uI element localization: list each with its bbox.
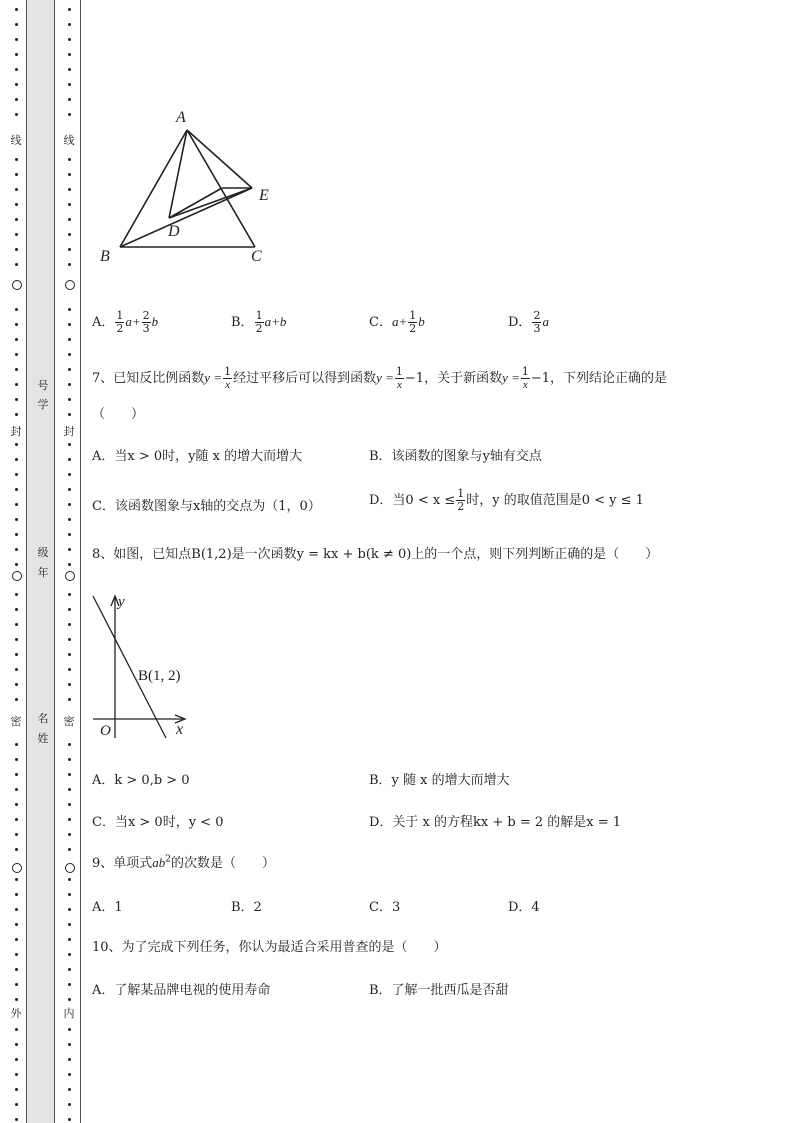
gutter-dot [15,263,18,266]
gutter-dot [15,1073,18,1076]
gutter-dot [68,878,71,881]
gutter-dot [15,548,18,551]
gutter-dot [68,503,71,506]
gutter-dot [15,503,18,506]
label-c: C [251,248,262,265]
gutter-dot [15,533,18,536]
q9-option-b[interactable]: B．2 [231,900,262,915]
gutter-dot [15,473,18,476]
field-hao: 号 [37,379,49,392]
gutter-inner-border [80,0,81,1123]
gutter-dot [15,1088,18,1091]
gutter-dot [15,698,18,701]
gutter-dot [68,923,71,926]
q6-option-b[interactable]: B． $\frac{1}{2}$ a+b [231,309,287,335]
gutter-dot [15,923,18,926]
field-xing: 姓 [37,732,49,745]
gutter-dot [68,338,71,341]
gutter-dot [15,983,18,986]
gutter-dot [68,473,71,476]
gutter-dot [68,398,71,401]
gutter-dot [68,173,71,176]
gutter-dot [15,8,18,11]
gutter-dot [15,1058,18,1061]
gutter-dot [68,698,71,701]
gutter-dot [68,113,71,116]
gutter-dot [68,383,71,386]
gutter-dot [15,68,18,71]
gutter-dot [15,758,18,761]
gutter-dot [68,608,71,611]
gutter-strip [26,0,55,1123]
gutter-dot [68,1028,71,1031]
gutter-dot [15,803,18,806]
gutter-circle [12,280,22,290]
q8-option-d[interactable]: D．关于 x 的方程kx + b = 2 的解是x = 1 [369,815,622,830]
gutter-dot [15,173,18,176]
gutter-circle [65,571,75,581]
gutter-dot [15,353,18,356]
graph-point-label: B(1, 2) [138,668,181,684]
gutter-dot [68,1073,71,1076]
gutter-dot [15,653,18,656]
label-e: E [259,187,269,204]
gutter-dot [15,623,18,626]
gutter-dot [68,413,71,416]
gutter-dot [68,833,71,836]
graph-y-label: y [118,594,125,610]
gutter-dot [68,353,71,356]
gutter-dot [68,218,71,221]
gutter-dot [15,53,18,56]
gutter-dot [15,848,18,851]
field-ming: 名 [37,712,49,725]
gutter-dot [68,368,71,371]
gutter-dot [68,938,71,941]
gutter-dot [68,1058,71,1061]
q8-option-c[interactable]: C．当x > 0时，y < 0 [92,815,224,830]
gutter-dot [68,1118,71,1121]
q9-option-c[interactable]: C．3 [369,900,401,915]
gutter-dot [68,968,71,971]
gutter-dot [68,758,71,761]
inner-mark-mi: 密 [63,715,75,728]
field-nian: 年 [37,566,49,579]
gutter-dot [15,368,18,371]
q7-stem: 7、已知反比例函数y = $\frac{1}{x}$ 经过平移后可以得到函数y = $\frac{1}{x}$ −1，关于新函数y = $\frac{1}{x}$ −1，下列结论正确的是 [92,365,668,391]
gutter-dot [15,338,18,341]
gutter-dot [15,203,18,206]
gutter-dot [15,683,18,686]
field-ji: 级 [37,546,49,559]
gutter-dot [68,458,71,461]
gutter-dot [68,953,71,956]
gutter-dot [15,833,18,836]
field-xue: 学 [37,398,49,411]
gutter-dot [15,413,18,416]
gutter-dot [68,803,71,806]
q10-option-b[interactable]: B．了解一批西瓜是否甜 [369,983,509,998]
gutter-dot [68,188,71,191]
q10-stem: 10、为了完成下列任务，你认为最适合采用普查的是（ ） [92,940,447,955]
gutter-dot [15,488,18,491]
segment-ae [187,130,252,188]
gutter-dot [68,683,71,686]
gutter-dot [68,263,71,266]
gutter-dot [15,818,18,821]
gutter-dot [68,593,71,596]
q8-option-a[interactable]: A．k > 0,b > 0 [92,773,190,788]
gutter-dot [68,908,71,911]
outer-mark-wai: 外 [10,1007,22,1020]
gutter-dot [68,623,71,626]
gutter-circle [12,863,22,873]
segment-ad [169,130,187,218]
q8-stem: 8、如图，已知点B(1,2)是一次函数y = kx + b(k ≠ 0)上的一个点，则下列判断正确的是（ ） [92,547,659,562]
gutter-dot [68,1103,71,1106]
gutter-dot [68,203,71,206]
inner-mark-xian: 线 [63,134,75,147]
q7-answer-paren: （ ） [92,407,145,422]
outer-mark-xian: 线 [10,134,22,147]
gutter-dot [68,158,71,161]
gutter-dot [15,218,18,221]
gutter-dot [15,518,18,521]
gutter-dot [15,938,18,941]
gutter-dot [68,83,71,86]
gutter-dot [68,668,71,671]
gutter-dot [15,113,18,116]
gutter-dot [68,548,71,551]
gutter-dot [15,998,18,1001]
gutter-dot [68,563,71,566]
gutter-dot [68,98,71,101]
q9-option-d[interactable]: D．4 [508,900,540,915]
gutter-circle [12,571,22,581]
gutter-dot [15,788,18,791]
gutter-dot [68,998,71,1001]
gutter-dot [15,878,18,881]
gutter-dot [68,893,71,896]
q6-option-a[interactable]: A． $\frac{1}{2}$ a+ $\frac{2}{3}$ b [92,309,159,335]
gutter-dot [15,443,18,446]
q10-option-a[interactable]: A．了解某品牌电视的使用寿命 [92,983,271,998]
gutter-dot [68,518,71,521]
label-b: B [100,248,110,265]
gutter-dot [15,908,18,911]
segment-de [169,188,252,218]
gutter-circle [65,280,75,290]
gutter-dot [15,308,18,311]
gutter-dot [68,248,71,251]
gutter-dot [68,638,71,641]
q7-option-d[interactable]: D．当0 < x ≤ $\frac{1}{2}$ 时，y 的取值范围是0 < y ≤ 1 [369,487,644,513]
function-line [93,596,166,738]
q9-option-a[interactable]: A．1 [92,900,123,915]
gutter-circle [65,863,75,873]
gutter-dot [15,1103,18,1106]
q8-option-b[interactable]: B．y 随 x 的增大而增大 [369,773,510,788]
label-d: D [168,223,180,240]
gutter-dot [68,38,71,41]
inner-mark-feng: 封 [63,425,75,438]
gutter-dot [68,323,71,326]
gutter-dot [15,773,18,776]
q6-option-c[interactable]: C．a+ $\frac{1}{2}$ b [369,309,425,335]
gutter-dot [15,23,18,26]
q7-option-b[interactable]: B．该函数的图象与y轴有交点 [369,449,542,464]
gutter-dot [68,533,71,536]
gutter-dot [15,383,18,386]
gutter-dot [68,488,71,491]
gutter-dot [68,743,71,746]
outer-mark-feng: 封 [10,425,22,438]
gutter-dot [15,1118,18,1121]
gutter-dot [15,638,18,641]
gutter-dot [15,233,18,236]
gutter-dot [15,1028,18,1031]
q7-option-c[interactable]: C．该函数图象与x轴的交点为（1，0） [92,499,321,514]
gutter-dot [15,98,18,101]
q7-option-a[interactable]: A．当x > 0时，y随 x 的增大而增大 [92,449,303,464]
outer-mark-mi: 密 [10,715,22,728]
gutter-dot [15,188,18,191]
gutter-dot [68,848,71,851]
gutter-dot [68,818,71,821]
triangle-figure [96,104,286,269]
gutter-dot [68,1088,71,1091]
gutter-dot [15,1043,18,1046]
gutter-dot [68,68,71,71]
gutter-dot [68,233,71,236]
gutter-dot [15,668,18,671]
gutter-dot [68,308,71,311]
gutter-dot [15,563,18,566]
inner-mark-nei: 内 [63,1007,75,1020]
gutter-dot [15,38,18,41]
gutter-dot [15,953,18,956]
q6-option-d[interactable]: D． $\frac{2}{3}$ a [508,309,549,335]
q9-stem: 9、单项式$ab^2$的次数是（ ） [92,854,276,871]
gutter-dot [15,248,18,251]
gutter-dot [15,968,18,971]
linear-function-graph [88,588,198,740]
gutter-dot [68,788,71,791]
gutter-dot [68,653,71,656]
graph-origin-label: O [100,723,111,739]
gutter-dot [15,593,18,596]
gutter-dot [15,398,18,401]
gutter-dot [68,443,71,446]
gutter-dot [15,743,18,746]
gutter-dot [68,983,71,986]
gutter-dot [68,53,71,56]
gutter-dot [15,893,18,896]
label-a: A [176,109,186,126]
gutter-dot [68,773,71,776]
gutter-dot [15,83,18,86]
segment-be [120,188,252,247]
gutter-dot [68,23,71,26]
gutter-dot [68,1043,71,1046]
gutter-dot [15,323,18,326]
gutter-dot [68,8,71,11]
graph-x-label: x [176,721,184,738]
gutter-dot [15,608,18,611]
gutter-dot [15,158,18,161]
gutter-dot [15,458,18,461]
